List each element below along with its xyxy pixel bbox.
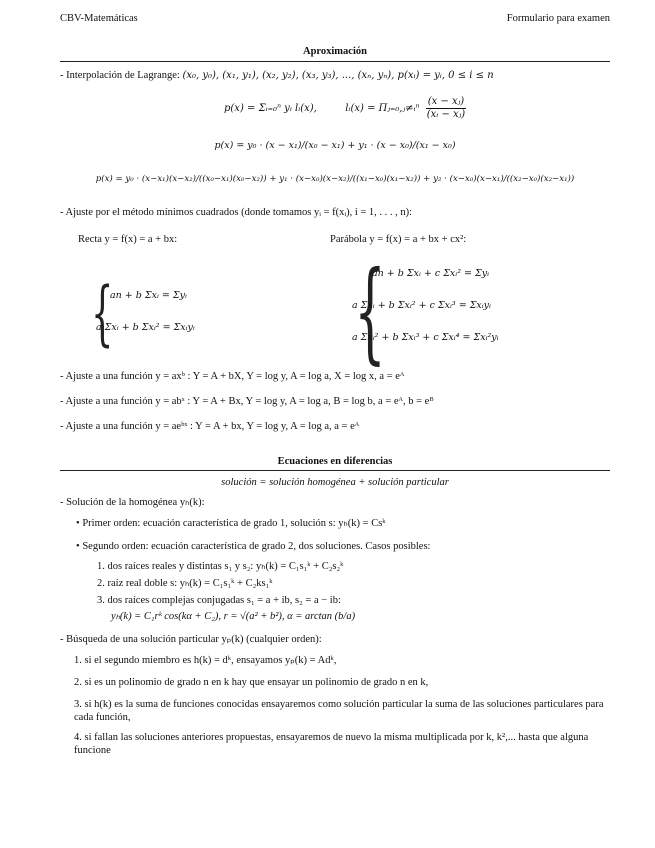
lagrange-basis-fraction: $\frac{\text{(x − xⱼ)}}{\text{(xᵢ − xⱼ)}}$ — [426, 96, 466, 120]
case-real-distinct: 1. dos raíces reales y distintas s₁ y s₂: yₕ(k) = C₁s₁ᵏ + C₂s₂ᵏ — [97, 561, 344, 572]
lagrange-nodes: (x₀, y₀), (x₁, y₁), (x₂, y₂), (x₃, y₃), ..., (xₙ, yₙ), p(xᵢ) = yᵢ, 0 ≤ i ≤ n — [182, 70, 494, 81]
particular-label: - Búsqueda de una solución particular yₚ(k) (cualquier orden): — [60, 634, 322, 645]
lagrange-eq1-right: lᵢ(x) = Πⱼ₌₀,ⱼ≠ᵢⁿ — [345, 103, 420, 114]
parabola-label: Parábola y = f(x) = a + bx + cx²: — [330, 234, 467, 245]
recta-label: Recta y = f(x) = a + bx: — [78, 234, 178, 245]
lagrange-line — [60, 70, 494, 81]
section-rule — [60, 470, 610, 471]
fit-power: - Ajuste a una función y = axᵇ : Y = A + bX, Y = log y, A = log a, X = log x, a = eᴬ — [60, 371, 405, 382]
particular-item-4: 4. si fallan las soluciones anteriores propuestas, ensayaremos de nuevo la misma multiplicada por k, k²,... hasta que alguna funcione — [74, 732, 589, 756]
lagrange-eq2: p(x) = y₀ · (x − x₁)/(x₀ − x₁) + y₁ · (x − x₀)/(x₁ − x₀) — [214, 140, 456, 151]
parabola-eq-2: a Σxᵢ + b Σxᵢ² + c Σxᵢ³ = Σxᵢyᵢ — [352, 300, 491, 311]
bullet-icon: • — [76, 541, 83, 552]
bullet-first-order: • Primer orden: ecuación característica de grado 1, solución s: yₕ(k) = Csᵏ — [76, 518, 386, 529]
parabola-brace: { — [354, 247, 386, 375]
fit-exponential-e: - Ajuste a una función y = aeᵇˣ : Y = A + bx, Y = log y, A = log a, a = eᴬ — [60, 421, 360, 432]
bullet-icon: • — [76, 518, 83, 529]
lagrange-eq1 — [224, 96, 469, 121]
section-title-diff: Ecuaciones en diferencias — [277, 456, 393, 467]
particular-item-3: 3. si h(k) es la suma de funciones conocidas ensayaremos como solución particular la suma de las soluciones particulares para cada función, — [74, 699, 604, 723]
lagrange-label: - Interpolación de Lagrange: — [60, 70, 180, 81]
least-squares-label: - Ajuste por el método mínimos cuadrados (donde tomamos yᵢ = f(xᵢ), i = 1, . . . , n): — [60, 207, 413, 218]
recta-brace: { — [91, 272, 114, 354]
lagrange-eq3: p(x) = y₀ · (x−x₁)(x−x₂)/((x₀−x₁)(x₀−x₂)) + y₁ · (x−x₀)(x−x₂)/((x₁−x₀)(x₁−x₂)) + y₂ · (x−x₀)(x−x₁)/((x₂−x₀)(x₂−x₁)) — [95, 174, 575, 184]
parabola-eq-3: a Σxᵢ² + b Σxᵢ³ + c Σxᵢ⁴ = Σxᵢ²yᵢ — [352, 332, 499, 343]
solution-formula: solución = solución homogénea + solución particular — [221, 477, 449, 488]
lagrange-eq1-left: p(x) = Σᵢ₌₀ⁿ yᵢ lᵢ(x), — [224, 103, 317, 114]
recta-eq-2: a Σxᵢ + b Σxᵢ² = Σxᵢyᵢ — [96, 322, 195, 333]
case-real-double: 2. raíz real doble s: yₕ(k) = C₁s₁ᵏ + C₂ks₁ᵏ — [97, 578, 273, 589]
bullet-second-order: • Segundo orden: ecuación característica de grado 2, dos soluciones. Casos posibles: — [76, 541, 431, 552]
fit-exponential-base: - Ajuste a una función y = abˣ : Y = A + Bx, Y = log y, A = log a, B = log b, a = eᴬ, b = eᴮ — [60, 396, 434, 407]
case-complex-formula: yₕ(k) = C₁rᵏ cos(kα + C₂), r = √(a² + b²), α = arctan (b/a) — [111, 611, 356, 622]
case-complex: 3. dos raíces complejas conjugadas s₁ = a + ib, s₂ = a − ib: — [97, 595, 341, 606]
particular-item-2: 2. si es un polinomio de grado n en k hay que ensayar un polinomio de grado n en k, — [74, 677, 429, 688]
section-title-approx: Aproximación — [303, 46, 367, 57]
particular-item-1: 1. si el segundo miembro es h(k) = dᵏ, ensayamos yₚ(k) = Adᵏ, — [74, 655, 337, 666]
header-right: Formulario para examen — [506, 13, 610, 24]
recta-eq-1: an + b Σxᵢ = Σyᵢ — [110, 290, 187, 301]
parabola-eq-1: an + b Σxᵢ + c Σxᵢ² = Σyᵢ — [372, 268, 489, 279]
homogeneous-label: - Solución de la homogénea yₕ(k): — [60, 497, 205, 508]
section-rule — [60, 61, 610, 62]
page-header — [60, 13, 610, 24]
header-left: CBV-Matemáticas — [60, 13, 138, 24]
